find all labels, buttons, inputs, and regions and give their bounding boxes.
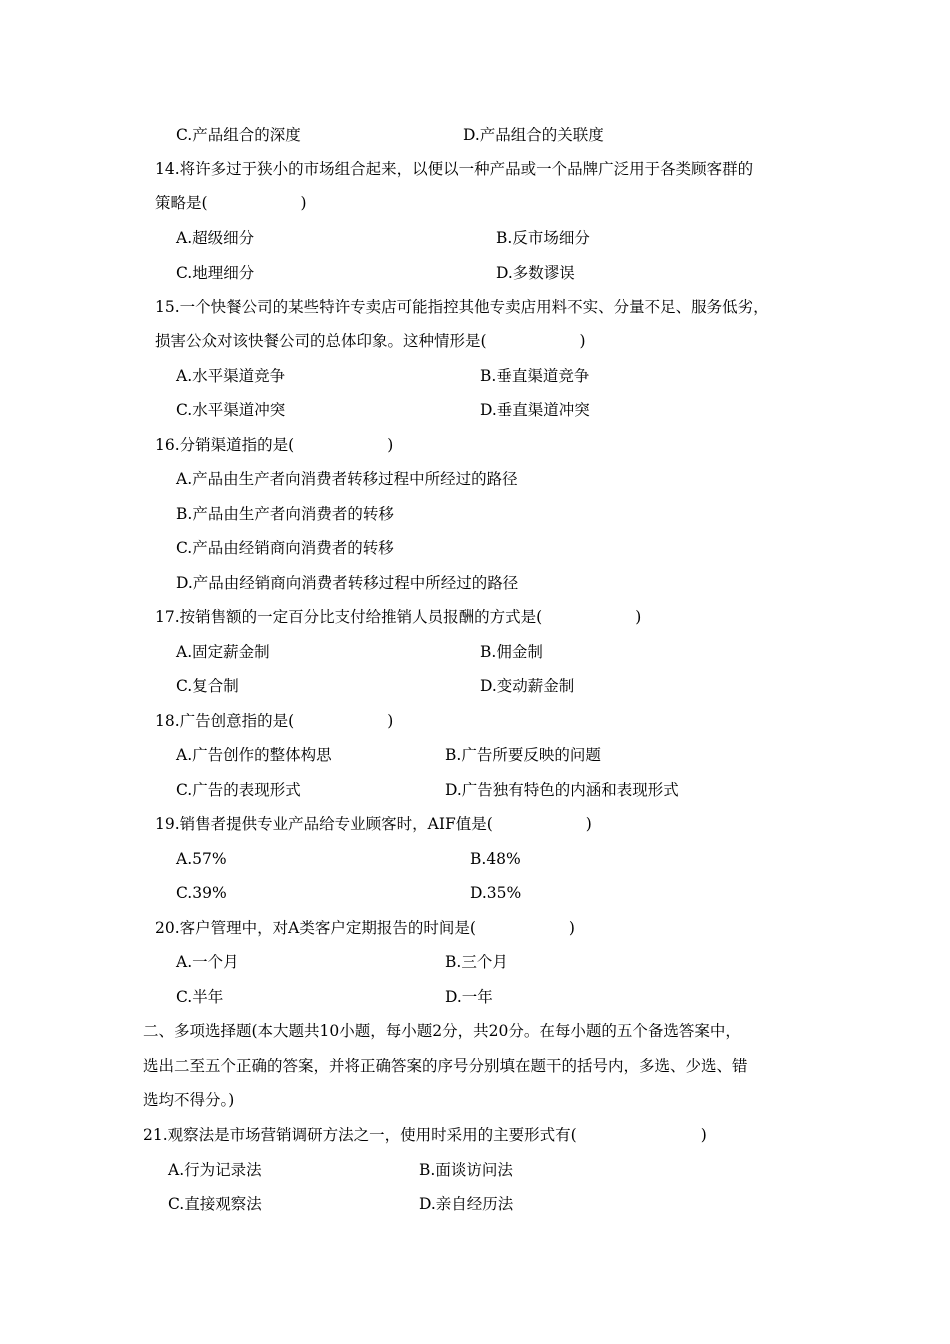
q15-stem-cont: 损害公众对该快餐公司的总体印象。这种情形是( ) [155,332,586,350]
q20-option-d: D.一年 [445,988,493,1006]
q19-option-b: B.48% [470,850,521,868]
q18-option-d: D.广告独有特色的内涵和表现形式 [445,781,679,799]
q14-stem: 14.将许多过于狭小的市场组合起来，以便以一种产品或一个品牌广泛用于各类顾客群的 [155,160,754,178]
q17-option-d: D.变动薪金制 [480,677,575,695]
q15-option-c: C.水平渠道冲突 [176,401,286,419]
q16-option-a: A.产品由生产者向消费者转移过程中所经过的路径 [176,470,518,488]
q21-option-b: B.面谈访问法 [419,1161,513,1179]
q14-option-c: C.地理细分 [176,264,255,282]
section-2-heading-end: 选均不得分。) [143,1091,235,1109]
q19-option-c: C.39% [176,884,227,902]
q16-option-c: C.产品由经销商向消费者的转移 [176,539,394,557]
q20-option-c: C.半年 [176,988,224,1006]
q17-option-a: A.固定薪金制 [176,643,270,661]
q18-stem: 18.广告创意指的是( ) [155,712,394,730]
q21-option-c: C.直接观察法 [168,1195,262,1213]
q20-stem: 20.客户管理中，对A类客户定期报告的时间是( ) [155,919,575,937]
q15-option-d: D.垂直渠道冲突 [480,401,590,419]
section-2-heading-cont: 选出二至五个正确的答案，并将正确答案的序号分别填在题干的括号内，多选、少选、错 [143,1057,748,1075]
q15-option-b: B.垂直渠道竞争 [480,367,590,385]
q16-option-d: D.产品由经销商向消费者转移过程中所经过的路径 [176,574,519,592]
q17-stem: 17.按销售额的一定百分比支付给推销人员报酬的方式是( ) [155,608,642,626]
q17-option-c: C.复合制 [176,677,239,695]
q14-option-b: B.反市场细分 [496,229,590,247]
q20-option-b: B.三个月 [445,953,508,971]
q16-stem: 16.分销渠道指的是( ) [155,436,394,454]
q18-option-c: C.广告的表现形式 [176,781,301,799]
q21-option-a: A.行为记录法 [168,1161,262,1179]
q19-option-d: D.35% [470,884,522,902]
q18-option-a: A.广告创作的整体构思 [176,746,332,764]
q15-stem: 15.一个快餐公司的某些特许专卖店可能指控其他专卖店用料不实、分量不足、服务低劣， [155,298,769,316]
q14-stem-cont: 策略是( ) [155,194,307,212]
q14-option-d: D.多数谬误 [496,264,575,282]
q13-option-c: C.产品组合的深度 [176,126,301,144]
q14-option-a: A.超级细分 [176,229,255,247]
q18-option-b: B.广告所要反映的问题 [445,746,601,764]
section-2-heading: 二、多项选择题(本大题共10小题，每小题2分，共20分。在每小题的五个备选答案中， [143,1022,741,1040]
q13-option-d: D.产品组合的关联度 [463,126,604,144]
q21-stem: 21.观察法是市场营销调研方法之一，使用时采用的主要形式有( ) [143,1126,707,1144]
q17-option-b: B.佣金制 [480,643,543,661]
q15-option-a: A.水平渠道竞争 [176,367,286,385]
q19-stem: 19.销售者提供专业产品给专业顾客时，AIF值是( ) [155,815,592,833]
q19-option-a: A.57% [176,850,227,868]
q21-option-d: D.亲自经历法 [419,1195,514,1213]
q20-option-a: A.一个月 [176,953,239,971]
q16-option-b: B.产品由生产者向消费者的转移 [176,505,394,523]
